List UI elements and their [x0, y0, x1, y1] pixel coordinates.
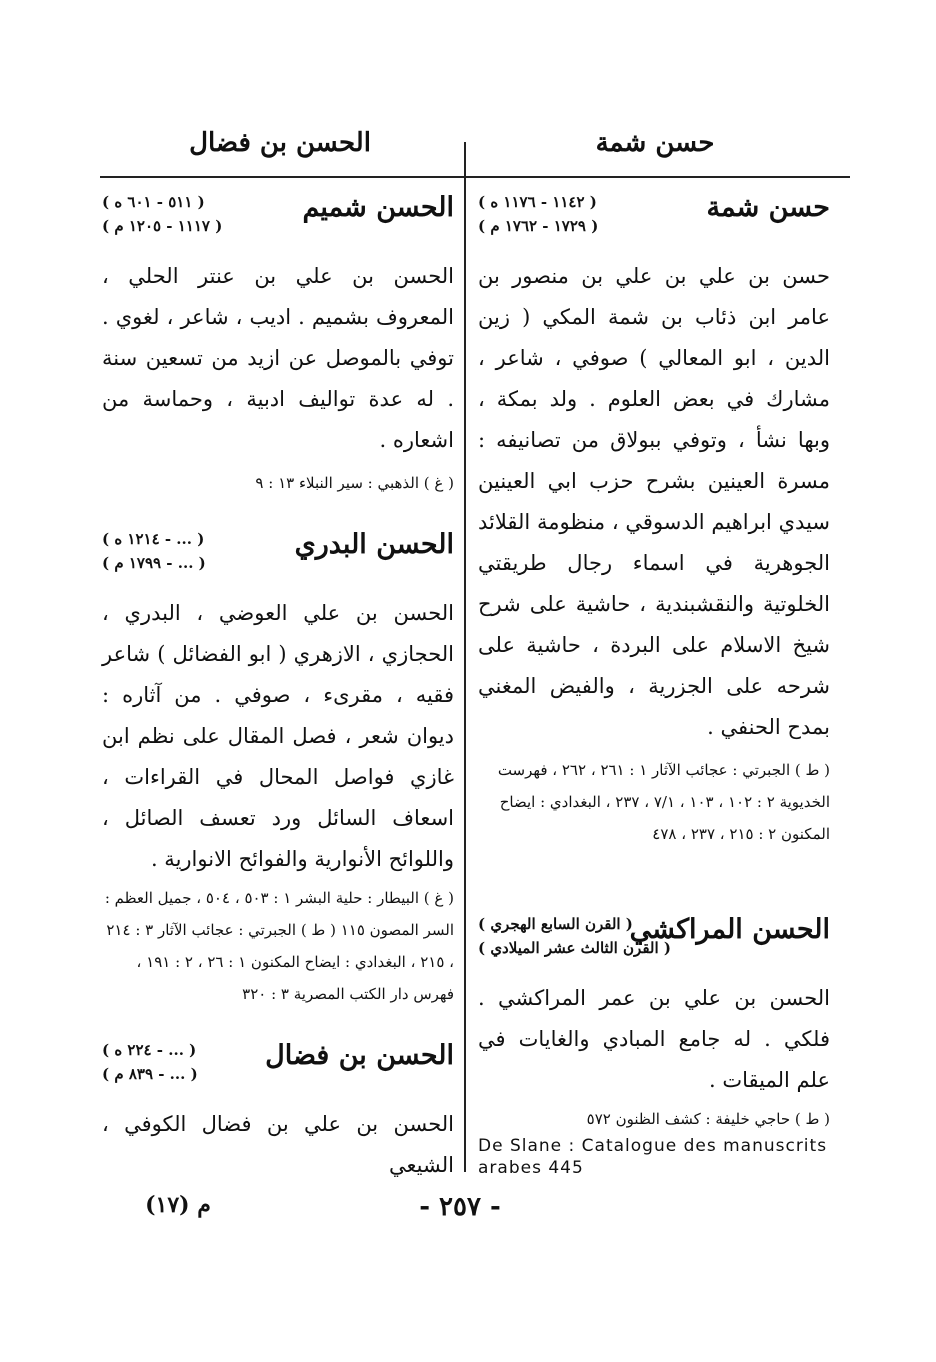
entry-body: الحسن بن علي العوضي ، البدري ، الحجازي ، الازهري ( ابو الفضائل ) شاعر فقيه ، مقرىء ، صوفي . من آثاره : ديوان شعر ، فصل المقال على نظم ابن غازي فواصل المحال في القراءات ، اسعاف السائل ورد تعسف الصائل ، واللوائح الأنوارية والفوائح الانوارية .	[102, 601, 454, 871]
entry-name: حسن شمة	[706, 192, 830, 223]
entry-body: الحسن بن علي بن عمر المراكشي . فلكي . له جامع المبادي والغايات في علم الميقات .	[478, 986, 830, 1092]
latin-reference: De Slane : Catalogue des manuscrits arabes 445	[478, 1136, 828, 1178]
entry-references: ( ط ) حاجي خليفة : كشف الظنون ٥٧٢	[586, 1110, 830, 1128]
running-head-right: حسن شمة	[595, 128, 715, 158]
dates-hijri: ( ٥١١ - ٦٠١ ه )	[102, 193, 205, 211]
entry-heading	[478, 908, 830, 972]
entry-heading	[102, 186, 454, 250]
dates-gregorian: ( ... - ١٧٩٩ م )	[102, 554, 206, 572]
entry-name: الحسن بن فضال	[265, 1040, 454, 1071]
header-rule	[100, 176, 850, 178]
dates-gregorian: ( ١٧٢٩ - ١٧٦٢ م )	[478, 217, 599, 235]
dates-hijri: ( ١١٤٢ - ١١٧٦ ه )	[478, 193, 597, 211]
entry-heading	[102, 523, 454, 587]
entry-name: الحسن شميم	[302, 192, 454, 223]
dates-gregorian: ( ١١١٧ - ١٢٠٥ م )	[102, 217, 223, 235]
entry-name: الحسن المراكشي	[629, 914, 830, 945]
entry-references: ( ط ) الجبرتي : عجائب الآثار ١ : ٢٦١ ، ٢٦٢ ، فهرست الخديوية ٢ : ١٠٢ ، ١٠٣ ، ٧/١ ، ٢٣٧ ، البغدادي : ايضاح المكنون ٢ : ٢١٥ ، ٢٣٧ ، ٤٧٨	[497, 761, 830, 843]
dates-hijri: ( ... - ١٢١٤ ه )	[102, 530, 205, 548]
entry-heading	[102, 1034, 454, 1098]
spacer	[478, 850, 830, 908]
running-head-left: الحسن بن فضال	[189, 128, 371, 158]
dates-gregorian: ( ... - ٨٣٩ م )	[102, 1065, 198, 1083]
dates-hijri: ( ... - ٢٢٤ ه )	[102, 1041, 197, 1059]
spacer	[102, 1010, 454, 1034]
page-number: - ٢٥٧ -	[419, 1192, 501, 1222]
signature-mark: م (١٧)	[145, 1192, 211, 1218]
entry-dates	[102, 1038, 198, 1086]
entry-name: الحسن البدري	[294, 529, 454, 560]
dates-hijri: ( القرن السابع الهجري )	[478, 915, 633, 933]
entry-dates	[478, 912, 671, 960]
entry-body: الحسن بن علي بن عنتر الحلي ، المعروف بشميم . اديب ، شاعر ، لغوي . توفي بالموصل عن ازيد من تسعين سنة . له عدة تواليف ادبية ، وحماسة من اشعاره .	[102, 264, 454, 452]
dates-gregorian: ( القرن الثالث عشر الميلادي )	[478, 939, 671, 957]
entry-dates	[102, 190, 222, 238]
left-column	[102, 186, 454, 1186]
right-column	[478, 186, 830, 1179]
entry-heading	[478, 186, 830, 250]
entry-body: حسن بن علي بن علي بن منصور بن عامر ابن ذئاب بن شمة المكي ( زين الدين ، ابو المعالي ) صوفي ، شاعر ، مشارك في بعض العلوم . ولد بمكة ، وبها نشأ ، وتوفي ببولاق من تصانيفه : مسرة العينين بشرح حزب ابي العينين سيدي ابراهيم الدسوقي ، منظومة القلائد الجوهرية في اسماء رجال طريقتي الخلوتية والنقشبندية ، حاشية على شرح شيخ الاسلام على البردة ، حاشية على شرحه على الجزرية ، والفيض المغني بمدح الحنفي .	[478, 264, 830, 739]
entry-references: ( غ ) الذهبي : سير النبلاء ١٣ : ٩	[255, 474, 454, 492]
column-divider	[464, 142, 466, 1172]
spacer	[102, 499, 454, 523]
entry-dates	[102, 527, 206, 575]
entry-body: الحسن بن علي بن فضال الكوفي ، الشيعي	[102, 1112, 454, 1177]
entry-dates	[478, 190, 598, 238]
entry-references: ( غ ) البيطار : حلية البشر ١ : ٥٠٣ ، ٥٠٤ ، جميل العظم : السر المصون ١١٥ ( ط ) الجبرتي : عجائب الآثار ٣ : ٢١٤ ، ٢١٥ ، البغدادي : ايضاح المكنون ١ : ٢٦ ، ٢ : ١٩١ ، فهرس دار الكتب المصرية ٣ : ٣٢٠	[104, 889, 454, 1003]
